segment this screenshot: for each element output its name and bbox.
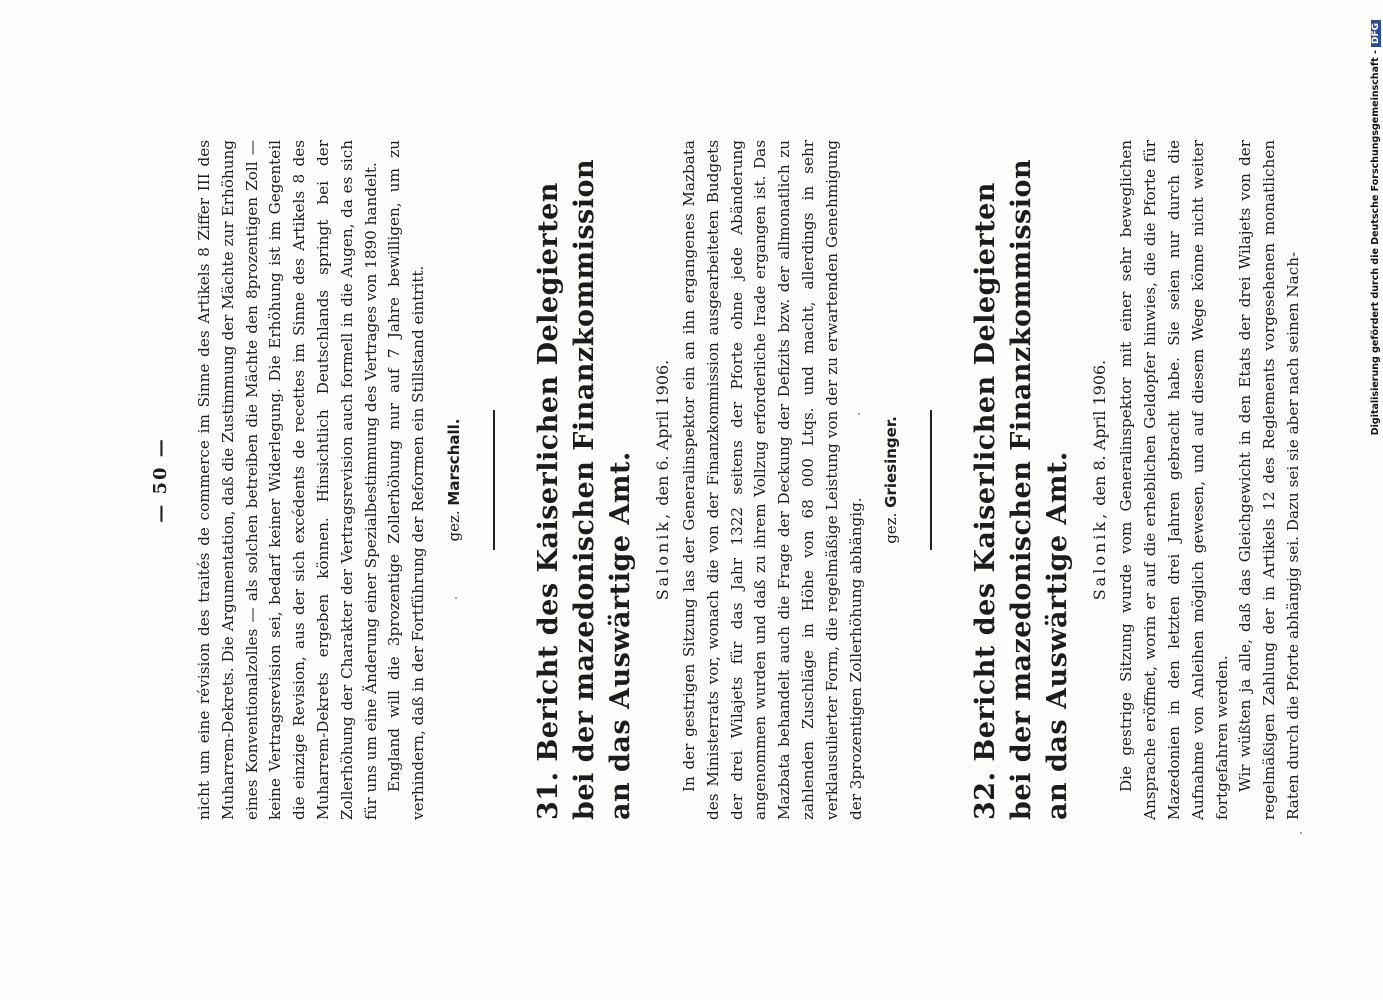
section-divider	[493, 410, 495, 550]
paragraph-england: England will die 3prozentige Zollerhöhung nur auf 7 Jahre bewilligen, um zu verhindern, daß in der Fortführung der Reformen ein Stillstand eintritt.	[385, 140, 428, 820]
dateline-31	[653, 140, 672, 820]
signature-griesinger	[882, 140, 900, 820]
heading-31: 31. Bericht des Kaiserlichen Delegierten bei der mazedonischen Finanzkommission an das Auswärtige Amt.	[532, 158, 636, 820]
section-divider	[930, 410, 932, 550]
signature-name: Griesinger.	[882, 416, 901, 508]
scan-speck	[1300, 832, 1302, 834]
scan-speck	[455, 597, 457, 599]
scan-speck	[858, 413, 860, 415]
dateline-32	[1090, 140, 1109, 820]
signature-marschall	[445, 140, 463, 820]
body-31: In der gestrigen Sitzung las der Generalinspektor ein an ihn ergangenes Mazbata des Ministerrats vor, wonach die von der Finanzkommission ausgearbeiteten Budgets der drei Wilajets für das Jahr 1322 seitens der Pforte ohne jede Abänderung angenommen wurden und daß zu ihrem Vollzug erforderliche Irade ergangen ist. Das Mazbata behandelt auch die Frage der Deckung der Defizits bzw. der allmonatlich zu zahlenden Zuschläge in Höhe von 68 000 Ltqs. und macht, allerdings in sehr verklausulierter Form, die regelmäßige Leistung von der zu erwartenden Genehmigung der 3prozentigen Zollerhöhung abhängig.	[679, 140, 865, 820]
dateline-place: Salonik,	[1090, 510, 1110, 601]
heading-32: 32. Bericht des Kaiserlichen Delegierten bei der mazedonischen Finanzkommission an das Auswärtige Amt.	[970, 158, 1074, 820]
signature-name: Marschall.	[444, 418, 463, 506]
credit-text: Digitalisierung gefördert durch die Deutsche Forschungsgemeinschaft -	[1370, 50, 1381, 436]
body-32-paragraph-2: Wir wüßten ja alle, daß das Gleichgewicht in den Etats der drei Wilajets von der regelmäßigen Zahlung der in Artikels 12 des Reglements vorgesehenen monatlichen Raten durch die Pforte abhängig sei. Dazu sei sie aber nach seinen Nach-	[1236, 140, 1302, 820]
digitization-credit	[1368, 20, 1383, 980]
dateline-date: den 8. April 1906.	[1090, 359, 1110, 506]
paragraph-continuation: nicht um eine révision des traités de commerce im Sinne des Artikels 8 Ziffer III des Muharrem-Dekrets. Die Argumentation, daß die Zustimmung der Mächte zur Erhöhung eines Konventionalzolles — als solchen betreiben die Mächte den 8prozentigen Zoll — keine Vertragsrevision sei, bedarf keiner Widerlegung. Die Erhöhung ist im Gegenteil die einzige Revision, aus der sich excédents de recettes im Sinne des Artikels 8 des Muharrem-Dekrets ergeben können. Hinsichtlich Deutschlands springt bei der Zollerhöhung der Charakter der Vertragsrevision auch formell in die Augen, da es sich für uns um eine Änderung einer Spezialbestimmung des Vertrages von 1890 handelt.	[195, 140, 380, 820]
document-page	[150, 140, 1306, 820]
signature-prefix: gez.	[882, 512, 901, 544]
body-32-paragraph-1: Die gestrige Sitzung wurde vom Generalinspektor mit einer sehr beweglichen Ansprache eröffnet, worin er auf die erheblichen Geldopfer hinwies, die die Pforte für Mazedonien in den letzten drei Jahren gebracht habe. Sie seien nur durch die Aufnahme von Anleihen möglich gewesen, und auf diesem Wege könne nicht weiter fortgefahren werden.	[1117, 140, 1231, 820]
dateline-date: den 6. April 1906.	[652, 359, 672, 506]
page-number: — 50 —	[150, 437, 171, 523]
dateline-place: Salonik,	[652, 510, 672, 601]
signature-prefix: gez.	[444, 510, 463, 542]
dfg-logo: DFG	[1371, 20, 1381, 47]
